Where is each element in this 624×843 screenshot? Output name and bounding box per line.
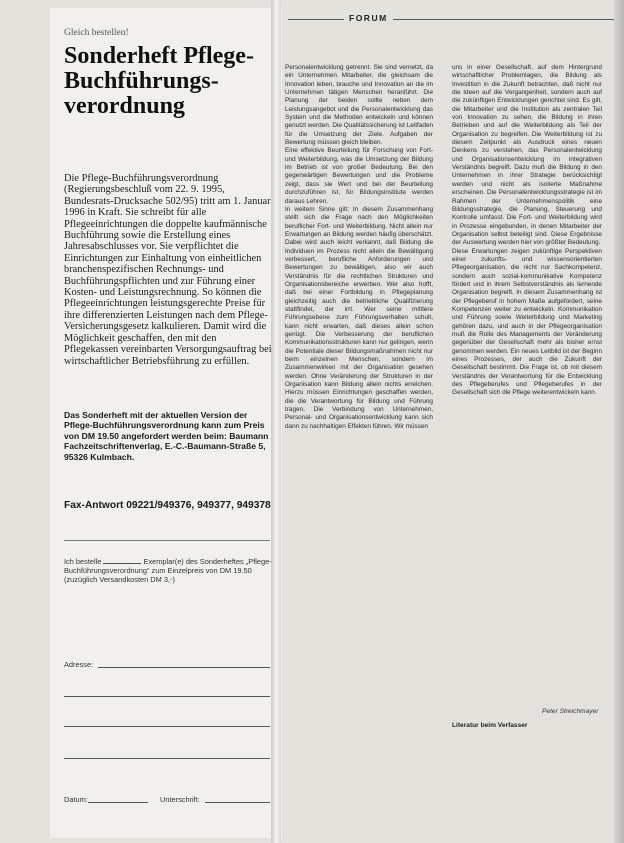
signature-line[interactable] (205, 802, 270, 803)
order-prefix: Ich bestelle (64, 557, 102, 566)
fax-number: Fax-Antwort 09221/949376, 949377, 949378 (64, 500, 271, 511)
address-line-4[interactable] (64, 758, 270, 759)
page-gutter (271, 0, 281, 843)
order-text (64, 557, 274, 584)
kicker: Gleich bestellen! (64, 27, 129, 38)
section-rule (288, 19, 614, 20)
article-column-1: Personalentwicklung getrennt. Sie sind vernetzt, da ein Unternehmen Mitarbeiter, die gleichsam die Innovation leben, brauche und Innovation an die im Unternehmen tätigen Menschen heranführt. Die Planung der beiden sollte neben dem Leistungsangebot und die Personalentwicklung das System und die Methoden entwickeln und können genutzt werden. Die Qualitätssicherung ist Leitfaden für die Umsetzung der Ziele. Aufgaben der Bewertung müssen gleich bleiben. Eine effektive Beurteilung für Forschung von Fort- und Weiterbildung, was die Umsetzung der Bildung im Betrieb ist von großer Bedeutung. Bei den gegenwärtigen Bewertungen und die Probleme zeigt, dass sie Wert und bei der Beurteilung durchzuführen ist, für Bildungsinstitute werden daraus Lehren. In weitem Sinne gilt: In diesem Zusammenhang stellt sich die Frage nach den Möglichkeiten beruflicher Fort- und Weiterbildung. Nicht allein nur Erwartungen an Bildung werden häufig überschätzt. Dabei wird auch leicht verkannt, daß Bildung die Individuen im Prozess nicht allein die Bewältigung verbessert, berufliche Anforderungen und Bewertungen zu bewältigen, also wir auch Verständnis für die rechtlichen Strukturen und Organisationsbereiche erwerben. Wer also hofft, daß bei einer Fortbildung in Pflegeplanung gleichzeitig auch die betriebliche Qualifizierung stattfindet, der irrt. Wer seine mittlere Führungsebene zum Führungsverhalten schult, kann nicht erwarten, daß dieses allein schon genügt. Die Verbesserung der beruflichen Kommunikationsstrukturen kann nur gelingen, wenn die Potentiale dieser Bildungsmaßnahmen nicht nur beim einzelnen Menschen, sondern im Zusammenwirken mit der Organisation gesehen werden. Ohne Veränderung der Strukturen in der Organisation kann Bildung allein nichts erreichen. Hierzu müssen Einrichtungen geschaffen werden, die die Verantwortung für Bildung und Führung tragen. Die Verbindung von Unternehmen, Personal- und Organisationsentwicklung kann sich dann zu nachhaltigen Effekten führen. Wir müssen (285, 64, 433, 430)
address-line-2[interactable] (64, 696, 270, 697)
author-name: Peter Streichmayer (542, 708, 599, 715)
date-line[interactable] (88, 802, 148, 803)
signature-label: Unterschrift: (160, 795, 200, 804)
address-line-3[interactable] (64, 726, 270, 727)
date-label: Datum: (64, 795, 88, 804)
page-edge (614, 0, 624, 843)
order-rest: Exemplar(e) des Sonderheftes „Pflege-Buchführungsverordnung“ zum Einzelpreis von DM 19.50 (zuzüglich Versandkosten DM 3,-) (64, 557, 272, 584)
offer-paragraph: Das Sonderheft mit der aktuellen Version der Pflege-Buchführungsverordnung kann zum Preis von DM 19.50 angefordert werden beim: Baumann Fachzeitschriftenverlag, E.-C.-Baumann-Straße 5, 95326 Kulmbach. (64, 410, 269, 462)
section-label: FORUM (344, 13, 393, 23)
literature-note: Literatur beim Verfasser (452, 722, 528, 729)
article-column-2: uns in einer Gesellschaft, auf dem Hintergrund wirtschaftlicher Problemlagen, die Bildung als Investition in die Zukunft betrachten, daß nicht nur die Ideen auf die Vergangenheit, sondern auch auf die zukünftigen Entwicklungen gerichtet sind. Es gilt, die Mitarbeiter und die Institution als zentralen Teil von Innovation zu sehen, die Bildung in ihren Betrieben und auf die Weiterbildung als Teil der Organisation zu begreifen. Die Weiterbildung ist zu diesem Zeitpunkt als Ausdruck eines neuen Denkens zu verstehen, das Personalentwicklung und Organisationsentwicklung im integrativen Verständnis begreift. Dazu muß die Bildung in den Unternehmen in ihrer Strategie berücksichtigt werden und nicht als isolierte Maßnahme erscheinen. Die Personalentwicklungsstrategie ist im Rahmen der Unternehmenspolitik eine Bildungsstrategie, die Planung, Steuerung und Kontrolle umfasst. Die Fort- und Weiterbildung wird in Prozesse eingebunden, in denen Mitarbeiter der Organisation selbst beteiligt sind. Diese Ergebnisse der Auswertung werden hier von größter Bedeutung. Diese Erwartungen zeigen zukünftige Perspektiven einer zukunfts- und wissensorientierten Pflegeorganisation, die nicht nur Sachkompetenz, sondern auch sozial-kommunikative Kompetenz fördert und in ihrem Selbstverständnis als lernende Organisation begreift. In diesem Zusammenhang ist der Pflegeberuf in hohem Maße aufgefordert, seine Kompetenzen weiter zu entwickeln. Kommunikation und Führung sowie Weiterbildung und Marketing gehören dazu, und auch in der Pflegeorganisation muß die Rolle des Managements der Veränderung gegenüber der Gesellschaft mehr als bisher ernst genommen werden. Ein neues Leitbild ist der Beginn eines Prozesses, der auch die Zukunft der Gesellschaft bestimmt. Die Frage ist, ob mit diesem Verständnis der Verantwortung für die Entwicklung des Pflegeberufes und Pflegeberufes in der Gesellschaft sich die Pflege weiterentwickeln kann. (452, 64, 602, 397)
quantity-field[interactable] (103, 557, 141, 564)
divider (64, 540, 270, 541)
address-label: Adresse: (64, 660, 94, 669)
intro-paragraph: Die Pflege-Buchführungsverordnung (Regierungsbeschluß vom 22. 9. 1995, Bundesrats-Drucksache 502/95) tritt am 1. Januar 1996 in Kraft. Sie schreibt für alle Pflegeeinrichtungen die doppelte kaufmännische Buchführung sowie die Erstellung eines Jahresabschlusses vor. Sie verpflichtet die Einrichtungen zur Einhaltung von einheitlichen branchenspezifischen Rechnungs- und Buchführungspflichten und zur Führung einer Kosten- und Leistungsrechnung. So können die Pflegeeinrichtungen leistungsgerechte Preise für ihre differenzierten Leistungen nach dem Pflege-Versicherungsgesetz kalkulieren. Damit wird die Möglichkeit geschaffen, den mit den Pflegekassen vereinbarten Versorgungsauftrag bei wirtschaftlicher Betriebsführung zu erfüllen. (64, 173, 272, 367)
address-line-1[interactable] (98, 667, 270, 668)
section-header (288, 13, 614, 23)
page-title: Sonderheft Pflege-Buchführungs-verordnung (64, 43, 254, 119)
